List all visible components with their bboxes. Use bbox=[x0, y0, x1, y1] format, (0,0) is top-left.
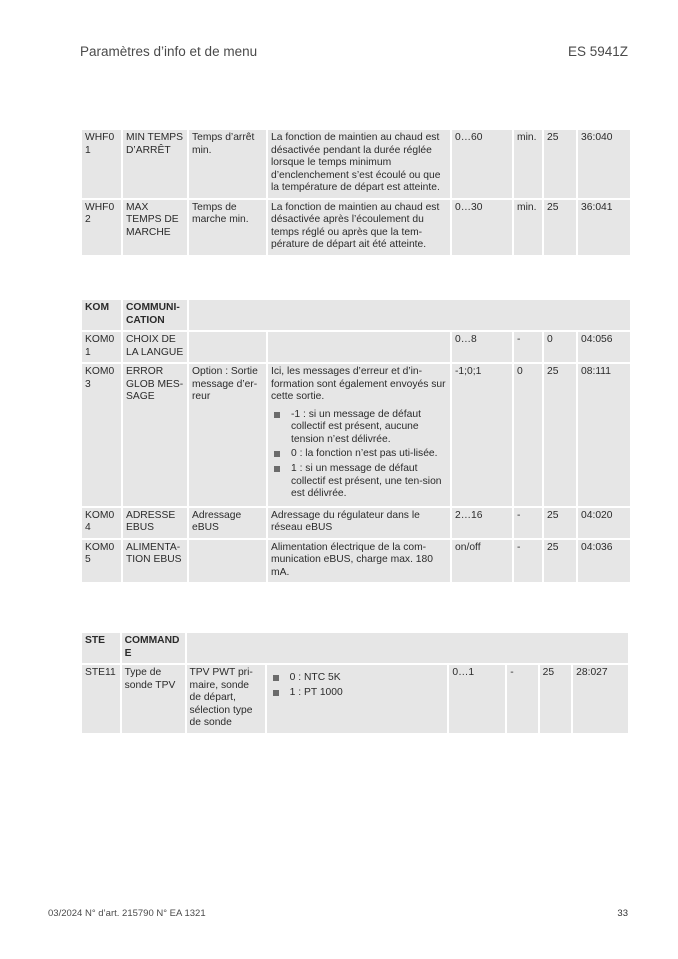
option-text: 0 : NTC 5K bbox=[289, 672, 341, 684]
param-code: KOM05 bbox=[82, 540, 121, 583]
param-range: -1;0;1 bbox=[452, 364, 512, 505]
param-code: WHF02 bbox=[82, 200, 121, 255]
bullet-square-icon bbox=[274, 412, 280, 418]
param-unit: min. bbox=[514, 130, 542, 198]
param-code: STE11 bbox=[82, 665, 120, 733]
param-name: ALIMENTA-TION EBUS bbox=[123, 540, 187, 583]
section-code: KOM bbox=[82, 300, 121, 330]
param-address: 28:027 bbox=[573, 665, 628, 733]
list-item bbox=[270, 672, 445, 685]
footer-article-info: 03/2024 N° d’art. 215790 N° EA 1321 bbox=[48, 908, 206, 919]
list-item bbox=[271, 409, 447, 447]
document-id: ES 5941Z bbox=[567, 44, 628, 59]
param-code: KOM01 bbox=[82, 332, 121, 362]
param-short-desc: Temps de marche min. bbox=[189, 200, 266, 255]
param-unit: min. bbox=[514, 200, 542, 255]
table-whf bbox=[80, 128, 632, 257]
bullet-square-icon bbox=[273, 690, 279, 696]
param-address: 04:020 bbox=[578, 508, 630, 538]
section-code: STE bbox=[82, 633, 120, 663]
bullet-square-icon bbox=[273, 675, 279, 681]
param-address: 04:036 bbox=[578, 540, 630, 583]
param-short-desc: Temps d’arrêt min. bbox=[189, 130, 266, 198]
param-description-cell bbox=[267, 665, 448, 733]
param-name: MAX TEMPS DE MARCHE bbox=[123, 200, 187, 255]
param-short-desc bbox=[189, 332, 266, 362]
param-unit: - bbox=[514, 508, 542, 538]
table-row bbox=[82, 332, 630, 362]
param-name: CHOIX DE LA LANGUE bbox=[123, 332, 187, 362]
param-default: 25 bbox=[544, 540, 576, 583]
param-description: La fonction de maintien au chaud est désactivée pendant la durée réglée lorsque le temps minimum d’enclenchement s’est écoulé ou que la température de départ est atteinte. bbox=[268, 130, 450, 198]
param-range: 0…1 bbox=[449, 665, 505, 733]
param-short-desc: Option : Sortie message d’er-reur bbox=[189, 364, 266, 505]
param-code: KOM04 bbox=[82, 508, 121, 538]
param-unit: - bbox=[507, 665, 537, 733]
page-header-title: Paramètres d’info et de menu bbox=[80, 44, 258, 59]
param-description: Adressage du régulateur dans le réseau eBUS bbox=[268, 508, 450, 538]
param-description: La fonction de maintien au chaud est désactivée après l’écoulement du temps réglé ou après que la tem-pérature de départ ait été atteinte. bbox=[268, 200, 450, 255]
section-header-row bbox=[82, 633, 628, 663]
param-description: Alimentation électrique de la com-munication eBUS, charge max. 180 mA. bbox=[268, 540, 450, 583]
param-address: 08:111 bbox=[578, 364, 630, 505]
param-short-desc: TPV PWT pri-maire, sonde de départ, sélection type de sonde bbox=[187, 665, 265, 733]
option-text: 1 : PT 1000 bbox=[289, 686, 343, 698]
list-item bbox=[270, 687, 445, 700]
option-list bbox=[270, 672, 445, 699]
param-default: 0 bbox=[544, 332, 576, 362]
table-ste bbox=[80, 631, 630, 735]
param-range: 0…60 bbox=[452, 130, 512, 198]
section-header-fill bbox=[189, 300, 630, 330]
option-list bbox=[271, 409, 447, 501]
param-code: KOM03 bbox=[82, 364, 121, 505]
bullet-square-icon bbox=[274, 451, 280, 457]
param-address: 04:056 bbox=[578, 332, 630, 362]
param-range: 2…16 bbox=[452, 508, 512, 538]
param-unit: - bbox=[514, 332, 542, 362]
table-row bbox=[82, 200, 630, 255]
param-range: on/off bbox=[452, 540, 512, 583]
table-row bbox=[82, 364, 630, 505]
page-number: 33 bbox=[617, 908, 628, 919]
option-text: 0 : la fonction n’est pas uti-lisée. bbox=[291, 448, 438, 460]
param-default: 25 bbox=[544, 508, 576, 538]
section-header-row bbox=[82, 300, 630, 330]
option-text: 1 : si un message de défaut collectif est présent, une ten-sion est délivrée. bbox=[291, 463, 442, 500]
param-range: 0…8 bbox=[452, 332, 512, 362]
param-default: 25 bbox=[540, 665, 571, 733]
param-description: Ici, les messages d’erreur et d’in-formation sont également envoyés sur cette sortie. bbox=[271, 366, 446, 403]
section-header-fill bbox=[187, 633, 629, 663]
param-description-cell bbox=[268, 364, 450, 505]
table-row bbox=[82, 508, 630, 538]
section-name: COMMANDE bbox=[122, 633, 185, 663]
table-row bbox=[82, 540, 630, 583]
param-name: MIN TEMPS D’ARRÊT bbox=[123, 130, 187, 198]
param-name: ERROR GLOB MES-SAGE bbox=[123, 364, 187, 505]
param-name: Type de sonde TPV bbox=[122, 665, 185, 733]
param-name: ADRESSE EBUS bbox=[123, 508, 187, 538]
param-default: 25 bbox=[544, 130, 576, 198]
param-code: WHF01 bbox=[82, 130, 121, 198]
list-item bbox=[271, 463, 447, 501]
param-default: 25 bbox=[544, 364, 576, 505]
param-default: 25 bbox=[544, 200, 576, 255]
table-row bbox=[82, 665, 628, 733]
param-short-desc: Adressage eBUS bbox=[189, 508, 266, 538]
param-address: 36:040 bbox=[578, 130, 630, 198]
table-kom bbox=[80, 298, 632, 584]
table-row bbox=[82, 130, 630, 198]
param-description bbox=[268, 332, 450, 362]
param-address: 36:041 bbox=[578, 200, 630, 255]
option-text: -1 : si un message de défaut collectif est présent, aucune tension n’est délivrée. bbox=[291, 408, 421, 445]
bullet-square-icon bbox=[274, 466, 280, 472]
section-name: COMMUNI-CATION bbox=[123, 300, 187, 330]
param-short-desc bbox=[189, 540, 266, 583]
list-item bbox=[271, 448, 447, 461]
param-unit: 0 bbox=[514, 364, 542, 505]
param-unit: - bbox=[514, 540, 542, 583]
param-range: 0…30 bbox=[452, 200, 512, 255]
